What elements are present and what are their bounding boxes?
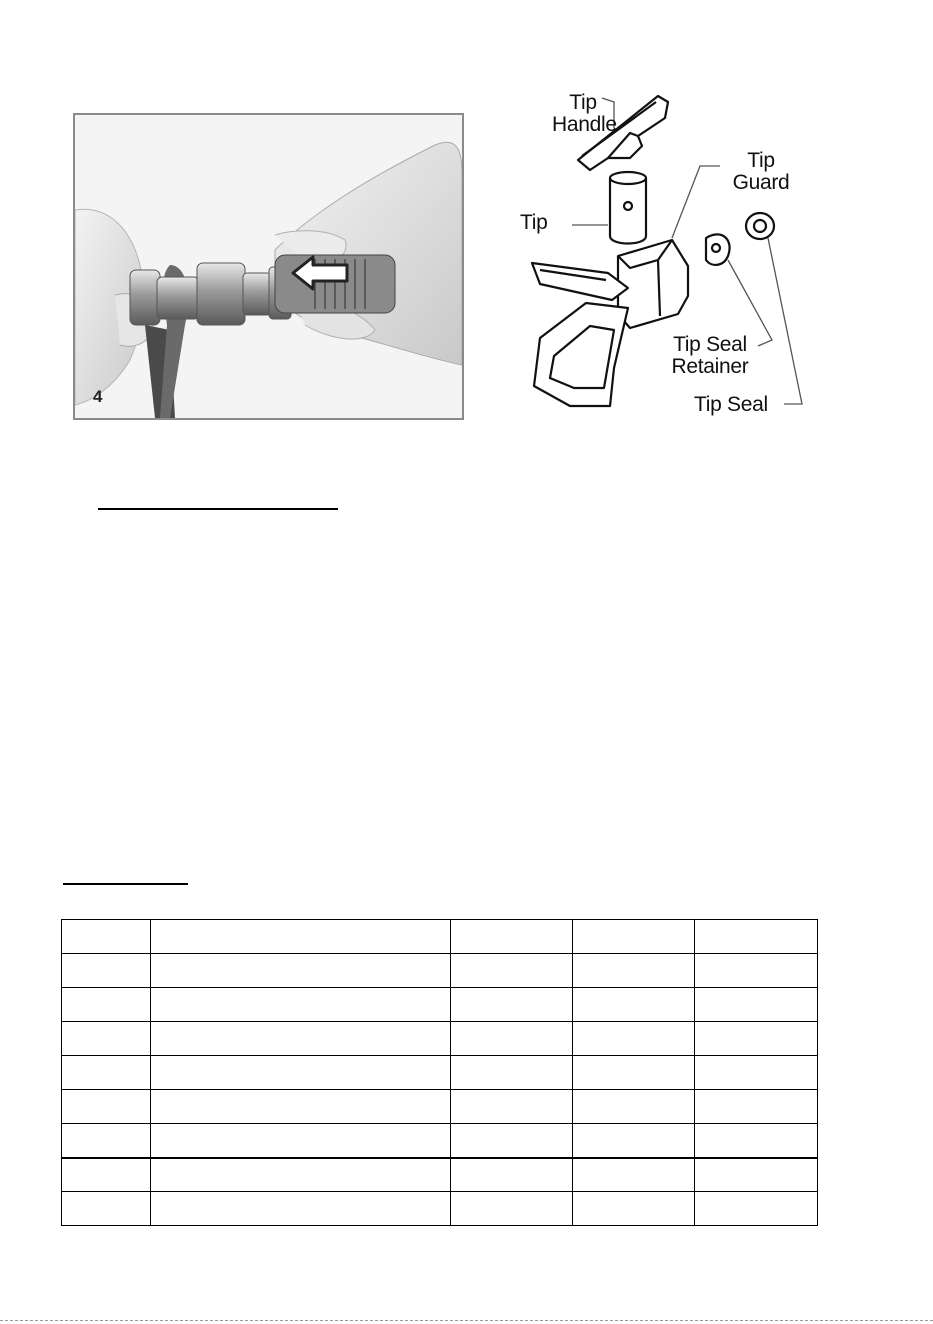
label-tip-seal-retainer [660, 334, 760, 378]
table-row [62, 920, 818, 954]
table-cell [451, 954, 573, 988]
table-cell [62, 1056, 151, 1090]
table-row [62, 988, 818, 1022]
table-cell [62, 920, 151, 954]
table-row [62, 1090, 818, 1124]
table-cell [695, 920, 818, 954]
table-cell [695, 954, 818, 988]
table-cell [573, 988, 695, 1022]
table-cell [62, 1158, 151, 1192]
table-cell [695, 988, 818, 1022]
table-cell [451, 920, 573, 954]
table-cell [62, 1192, 151, 1226]
table-cell [573, 1192, 695, 1226]
table-cell [62, 954, 151, 988]
label-tip-seal-retainer-line1: Tip Seal [673, 333, 747, 356]
table-cell [573, 1124, 695, 1158]
table-cell [451, 1124, 573, 1158]
table-cell [451, 1090, 573, 1124]
label-tip-guard-line2: Guard [732, 171, 790, 194]
table-cell [573, 920, 695, 954]
table-cell [151, 1090, 451, 1124]
table-cell [573, 1022, 695, 1056]
table-row [62, 1022, 818, 1056]
table-row [62, 954, 818, 988]
table-cell [695, 1056, 818, 1090]
table-cell [151, 1192, 451, 1226]
table-row [62, 1124, 818, 1158]
table-cell [573, 954, 695, 988]
table-cell [451, 988, 573, 1022]
table-cell [573, 1090, 695, 1124]
label-tip-handle [552, 91, 617, 136]
label-tip-handle-line2: Handle [552, 113, 617, 136]
table-cell [151, 954, 451, 988]
table-cell [151, 1056, 451, 1090]
step-number: 4 [93, 387, 103, 406]
table-cell [151, 1158, 451, 1192]
table-cell [695, 1124, 818, 1158]
label-tip-seal: Tip Seal [694, 393, 768, 416]
table-cell [451, 1022, 573, 1056]
table-cell [573, 1056, 695, 1090]
table-cell [62, 1090, 151, 1124]
table-cell [151, 1022, 451, 1056]
table-cell [695, 1022, 818, 1056]
tip-assembly-diagram [510, 88, 820, 428]
section-heading-underline [98, 508, 338, 510]
table-heading-underline [63, 883, 188, 885]
table-cell [151, 920, 451, 954]
table-cell [451, 1158, 573, 1192]
table-row [62, 1158, 818, 1192]
table-row [62, 1192, 818, 1226]
table-cell [695, 1158, 818, 1192]
table-row [62, 1056, 818, 1090]
table-cell [451, 1056, 573, 1090]
label-tip-seal-retainer-line2: Retainer [671, 355, 749, 378]
hand-assembly-photo-icon [75, 115, 462, 418]
parts-table [61, 919, 818, 1226]
table-cell [62, 1124, 151, 1158]
table-cell [62, 988, 151, 1022]
table-cell [151, 988, 451, 1022]
label-tip-handle-line1: Tip [569, 91, 597, 114]
table-cell [451, 1192, 573, 1226]
table-cell [62, 1022, 151, 1056]
page-bottom-edge [0, 1320, 933, 1321]
table-cell [695, 1090, 818, 1124]
label-tip: Tip [520, 211, 548, 234]
table-cell [151, 1124, 451, 1158]
label-tip-guard-line1: Tip [747, 149, 775, 172]
label-tip-guard [716, 150, 806, 194]
assembly-photo [73, 113, 464, 420]
table-cell [695, 1192, 818, 1226]
table-cell [573, 1158, 695, 1192]
